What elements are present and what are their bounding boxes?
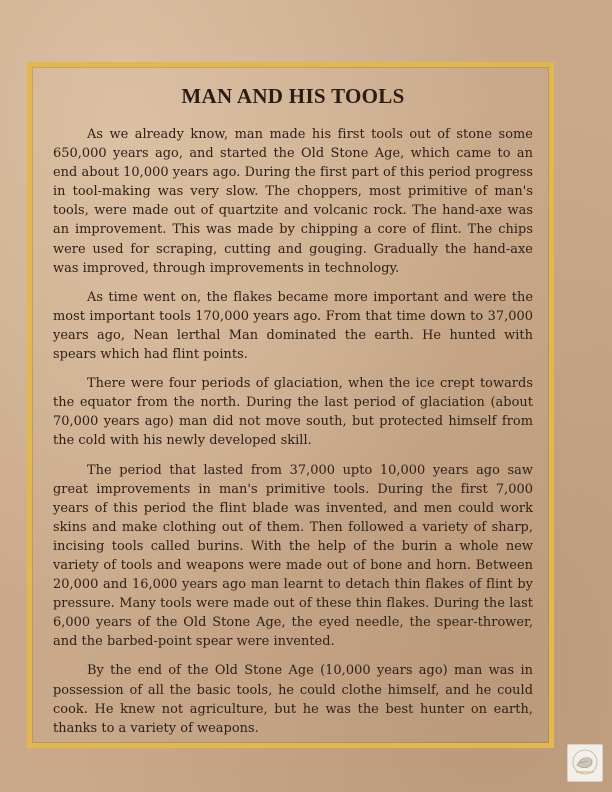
paragraph-5: By the end of the Old Stone Age (10,000 years ago) man was in possession of all the basic tools, he could clothe himself, and he could cook. He knew not agriculture, but he was the best hunter on earth, thanks to a variety of weapons. [53, 663, 533, 736]
document-body [53, 84, 533, 748]
paragraph-3: There were four periods of glaciation, when the ice crept towards the equator from the north. During the last period of glaciation (about 70,000 years ago) man did not move south, but protected himself from the cold with his newly developed skill. [53, 376, 533, 449]
paragraph-1: As we already know, man made his first tools out of stone some 650,000 years ago, and started the Old Stone Age, which came to an end about 10,000 years ago. During the first part of this period progress in tool-making was very slow. The choppers, most primitive of man's tools, were made out of quartzite and volcanic rock. The hand-axe was an improvement. This was made by chipping a core of flint. The chips were used for scraping, cutting and gouging. Gradually the hand-axe was improved, through improvements in technology. [53, 127, 533, 276]
paragraph-2: As time went on, the flakes became more important and were the most important tools 170,000 years ago. From that time down to 37,000 years ago, Nean lerthal Man dominated the earth. He hunted with spears which had flint points. [53, 289, 533, 363]
paragraph-4: The period that lasted from 37,000 upto 10,000 years ago saw great improvements in man's primitive tools. During the first 7,000 years of this period the flint blade was invented, and men could work skins and make clothing out of them. Then followed a variety of sharp, incising tools called burins. With the help of the burin a whole new variety of tools and weapons were made out of bone and horn. Between 20,000 and 16,000 years ago man learnt to detach thin flakes of flint by pressure. Many tools were made out of these thin flakes. During the last 6,000 years of the Old Stone Age, the eyed needle, the spear-thrower, and the barbed-point spear were invented. [53, 462, 533, 650]
stamp-graphic [568, 745, 602, 781]
library-stamp-icon [567, 744, 603, 782]
page-title: MAN AND HIS TOOLS [181, 84, 405, 108]
